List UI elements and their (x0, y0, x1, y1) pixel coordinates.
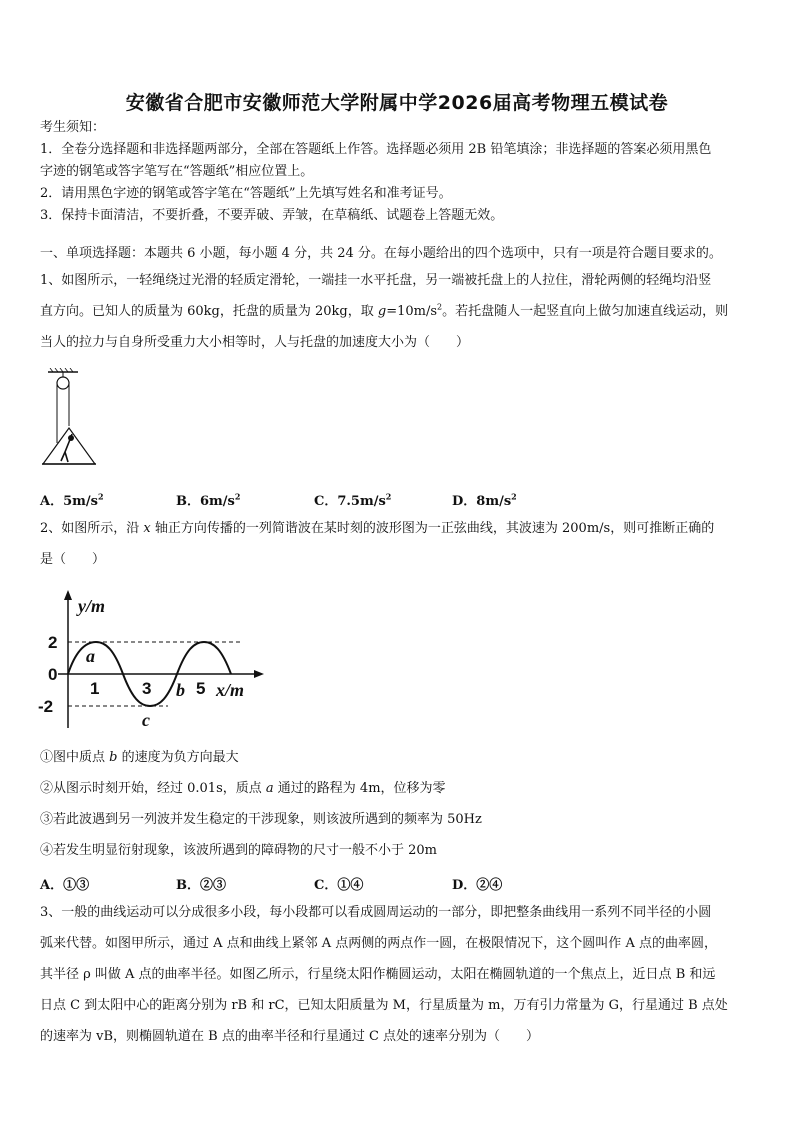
wave-x-label: x/m (216, 680, 245, 700)
q3-text-line5: 的速率为 vB，则椭圆轨道在 B 点的曲率半径和行星通过 C 点处的速率分别为（ ） (40, 1029, 540, 1044)
wave-point-a: a (86, 646, 95, 666)
exam-title: 安徽省合肥市安徽师范大学附属中学2026届高考物理五模试卷 (125, 92, 669, 114)
wave-y-tick-0: 0 (48, 665, 58, 684)
wave-point-c: c (142, 710, 150, 730)
pulley-figure (38, 368, 108, 470)
q1-option-d[interactable]: D．$8m/s^2$ (452, 491, 517, 509)
wave-y-tick-neg2: -2 (38, 697, 54, 716)
notice-item-1-cont: 字迹的钢笔或答字笔写在“答题纸”相应位置上。 (40, 164, 314, 179)
notice-item-3: 3．保持卡面清洁，不要折叠，不要弄破、弄皱，在草稿纸、试题卷上答题无效。 (40, 208, 504, 223)
q3-text-line1: 3、一般的曲线运动可以分成很多小段，每小段都可以看成圆周运动的一部分，即把整条曲线用一系列不同半径的小圆 (40, 905, 712, 920)
section-heading: 一、单项选择题：本题共 6 小题，每小题 4 分，共 24 分。在每小题给出的四个选项中，只有一项是符合题目要求的。 (40, 246, 722, 261)
q2-option-a[interactable]: A．①③ (40, 878, 90, 893)
wave-x-tick-3: 3 (142, 679, 152, 698)
wave-y-label: y/m (78, 596, 105, 616)
q2-statement-2: ②从图示时刻开始，经过 0.01s，质点 a 通过的路程为 4m，位移为零 (40, 781, 446, 796)
q1-option-a[interactable]: A．$5m/s^2$ (40, 491, 104, 509)
notice-item-2: 2．请用黑色字迹的钢笔或答字笔在“答题纸”上先填写姓名和准考证号。 (40, 186, 452, 201)
q2-text-line1: 2、如图所示，沿 x 轴正方向传播的一列简谐波在某时刻的波形图为一正弦曲线，其波速为 200m/s，则可推断正确的 (40, 521, 715, 536)
q1-option-c[interactable]: C．$7.5m/s^2$ (314, 491, 392, 509)
notice-heading: 考生须知： (40, 120, 106, 135)
q1-text-line1: 1、如图所示，一轻绳绕过光滑的轻质定滑轮，一端挂一水平托盘，另一端被托盘上的人拉住，滑轮两侧的轻绳均沿竖 (40, 273, 712, 288)
q2-statement-1: ①图中质点 b 的速度为负方向最大 (40, 750, 239, 765)
q2-option-b[interactable]: B．②③ (176, 878, 226, 893)
wave-x-tick-1: 1 (90, 679, 100, 698)
notice-item-1: 1．全卷分选择题和非选择题两部分，全部在答题纸上作答。选择题必须用 2B 铅笔填涂；非选择题的答案必须用黑色 (40, 142, 712, 157)
q1-text-line2: 直方向。已知人的质量为 60kg，托盘的质量为 20kg，取 $g=10m/s^2$。若托盘随人一起竖直向上做匀加速直线运动，则 (40, 302, 729, 319)
q1-text-line3: 当人的拉力与自身所受重力大小相等时，人与托盘的加速度大小为（ ） (40, 335, 470, 350)
q3-text-line3: 其半径 ρ 叫做 A 点的曲率半径。如图乙所示，行星绕太阳作椭圆运动，太阳在椭圆轨道的一个焦点上，近日点 B 和远 (40, 967, 716, 982)
q1-option-b[interactable]: B．$6m/s^2$ (176, 491, 241, 509)
q3-text-line2: 弧来代替。如图甲所示，通过 A 点和曲线上紧邻 A 点两侧的两点作一圆，在极限情况下，这个圆叫作 A 点的曲率圆， (40, 936, 717, 951)
q2-statement-4: ④若发生明显衍射现象，该波所遇到的障碍物的尺寸一般不小于 20m (40, 843, 438, 858)
wave-x-tick-5: 5 (196, 679, 206, 698)
q2-text-line2: 是（ ） (40, 552, 106, 567)
q2-option-c[interactable]: C．①④ (314, 878, 364, 893)
wave-point-b: b (176, 680, 185, 700)
q2-option-d[interactable]: D．②④ (452, 878, 503, 893)
q2-statement-3: ③若此波遇到另一列波并发生稳定的干涉现象，则该波所遇到的频率为 50Hz (40, 812, 482, 827)
wave-graph (38, 588, 268, 734)
q3-text-line4: 日点 C 到太阳中心的距离分别为 rB 和 rC，已知太阳质量为 M，行星质量为 m，万有引力常量为 G，行星通过 B 点处 (40, 998, 728, 1013)
wave-y-tick-2: 2 (48, 633, 58, 652)
